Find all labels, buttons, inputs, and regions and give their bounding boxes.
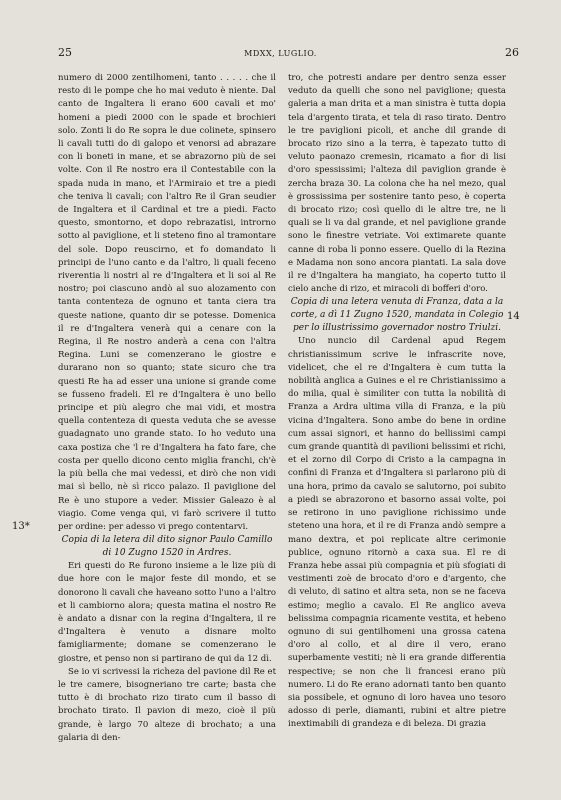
page-number-right: 26	[505, 46, 519, 59]
section-heading: Copia di la letera dil dito signor Paulo Camillo di 10 Zugno 1520 in Ardres.	[61, 535, 273, 559]
right-column	[288, 72, 506, 732]
paragraph: tro, che potresti andare per dentro senza esser veduto da quelli che sono nel paviglione; questa galeria a man drita et a man sinistra è tutta dopia tela d'argento tirata, et tela di raso tirato. Dentro le tre paviglioni picoli, et anche dil grande di brocato rizo sino a la terra, è tapezato tutto di veluto paonazo cremesin, ricamato a fior di lisi d'oro spessissimi; l'alteza dil paviglion grande è zercha braza 30. La colona che ha nel mezo, qual è grossissima per sostenire tanto peso, è coperta di brocato rizo; così quello di le altre tre, ne li quali se li va dal grande, et nel paviglione grande sono le finestre vetriate. Voi extimarete quante canne di roba li ponno essere. Quello di la Rezina e Madama non sono ancora piantati. La sala dove il re d'Ingaltera ha mangiato, ha coperto tutto il cielo anche di rizo, et miracoli di bofferi d'oro.	[288, 73, 506, 295]
running-title: MDXX, LUGLIO.	[244, 49, 317, 58]
paragraph: Se io vi scrivessi la richeza del pavione dil Re et le tre camere, bisogneriano tre carte; basta che tutto è di brochato rizo tirato cum il basso di brochato tirato. Il pavion di mezo, cioè il più grande, è largo 70 alteze di brochato; a una galaria di den-	[58, 666, 276, 743]
paragraph: numero di 2000 zentilhomeni, tanto . . . . . che il resto di le pompe che ho mai veduto è niente. Dal canto de Ingaltera li erano 600 cavali et mo' homeni a piedi 2000 con le spade et brochieri solo. Zonti li do Re sopra le due colinete, spinsero li cavali tutti do di galopo et venorsi ad abrazare con li boneti in mane, et se abrazorno più de sei volte. Con il Re nostro era il Contestabile con la spada nuda in mano, et l'Armiraio et tre a piedi che teniva li cavali; con l'altro Re il Gran seudier de Ingaltera et il Cardinal et tre a piedi. Facto questo, smontorno, et dopo rebrazatisi, introrno sotto al paviglione, et li steteno fino al tramontare del sole. Dopo reuscirno, et fo domandato li principi de l'uno canto e da l'altro, li quali feceno riverentia li nostri al re d'Ingaltera et li soi al Re nostro; poi ciascuno andò al suo alozamento con tanta contenteza de ognuno et tanta ciera tra queste natione, quanto dir se potesse. Domenica il re d'Ingaltera venerà qui a cenare con la Regina, il Re nostro anderà a cena con l'altra Regina. Luni se comenzerano le giostre e durarano non so quanto; state sicuro che tra questi Re ha ad esser una unione si grande come se fusseno fradeli. El re d'Ingaltera è uno bello principe et più alegro che mai vidi, et mostra quella contenteza di questa veduta che se avesse guadagnato uno grande stato. Io ho veduto una caxa postiza che 'l re d'Ingaltera ha fato fare, che costa per quello dicono cento miglia franchi, ch'è la più bella che mai vedessi, et dirò che non vidi mai sì bello, nè sì ricco palazo. Il paviglione del Re è uno stupore a veder. Missier Galeazo è al viagio. Come venga qui, vi farò scrivere il tutto per ordine: per adesso vi prego contentarvi.	[58, 73, 276, 532]
paragraph: Uno nuncio dil Cardenal apud Regem christianissimum scrive le infrascrite nove, videlicet, che el re d'Ingaltera è cum tutta la nobilità anglica a Guines e el re Christianissimo a do milia, qual è similiter con tutta la nobilità di Franza a Ardra ultima villa di Franza, e la più vicina d'Ingaltera. Sono ambe do bene in ordine cum assai signori, et hanno do bellissimi campi cum grande quantità di pavilioni belissimi et richi, et el zorno dil Corpo di Cristo a la campagna in confini di Franza et d'Ingaltera si parlarono più di una hora, primo da cavalo se salutorno, poi subito a piedi se abrazorono et basorno assai volte, poi se retirono in uno paviglione richissimo unde steteno una hora, et il re di Franza andò sempre a mano dextra, et poi replicate altre cerimonie publice, ognuno ritornò a caxa sua. El re di Franza hebe assai più compagnia et più sfogiati di vestimenti zoè de brocato d'oro e d'argento, che di veluto, di satino et altra seta, non se ne faceva estimo; meglio a cavalo. El Re anglico aveva belissima compagnia ricamente vestita, et hebeno ognuno di sui gentilhomeni una grossa catena d'oro al collo, et al dire il vero, erano superbamente vestiti; nè li era grande differentia respective; se non che li francesi erano più numero. Li do Re erano adornati tanto ben quanto sia possibele, et ognuno di loro havea uno tesoro adosso di perle, diamanti, rubini et altre pietre inextimabili di grandeza e di beleza. Di grazia	[288, 336, 506, 730]
margin-number-left: 13*	[12, 521, 30, 532]
page-number-left: 25	[58, 46, 72, 59]
margin-number-right: 14	[507, 311, 520, 322]
left-column	[58, 72, 276, 745]
section-heading: Copia di una letera venuta di Franza, data a la corte, a dì 11 Zugno 1520, mandata in Colegio per lo illustrissimo governador nostro Triulzi.	[290, 297, 504, 334]
paragraph: Eri questi do Re furono insieme a le lize più di due hore con le major feste dil mondo, et se donorono li cavali che haveano sotto l'uno a l'altro et li cambiorno alora; questa matina el nostro Re è andato a disnar con la regina d'Ingaltera, il re d'Ingaltera è venuto a disnare molto famigliarmente; domane se comenzerano le giostre, et penso non si partirano de qui da 12 dì.	[58, 561, 276, 664]
